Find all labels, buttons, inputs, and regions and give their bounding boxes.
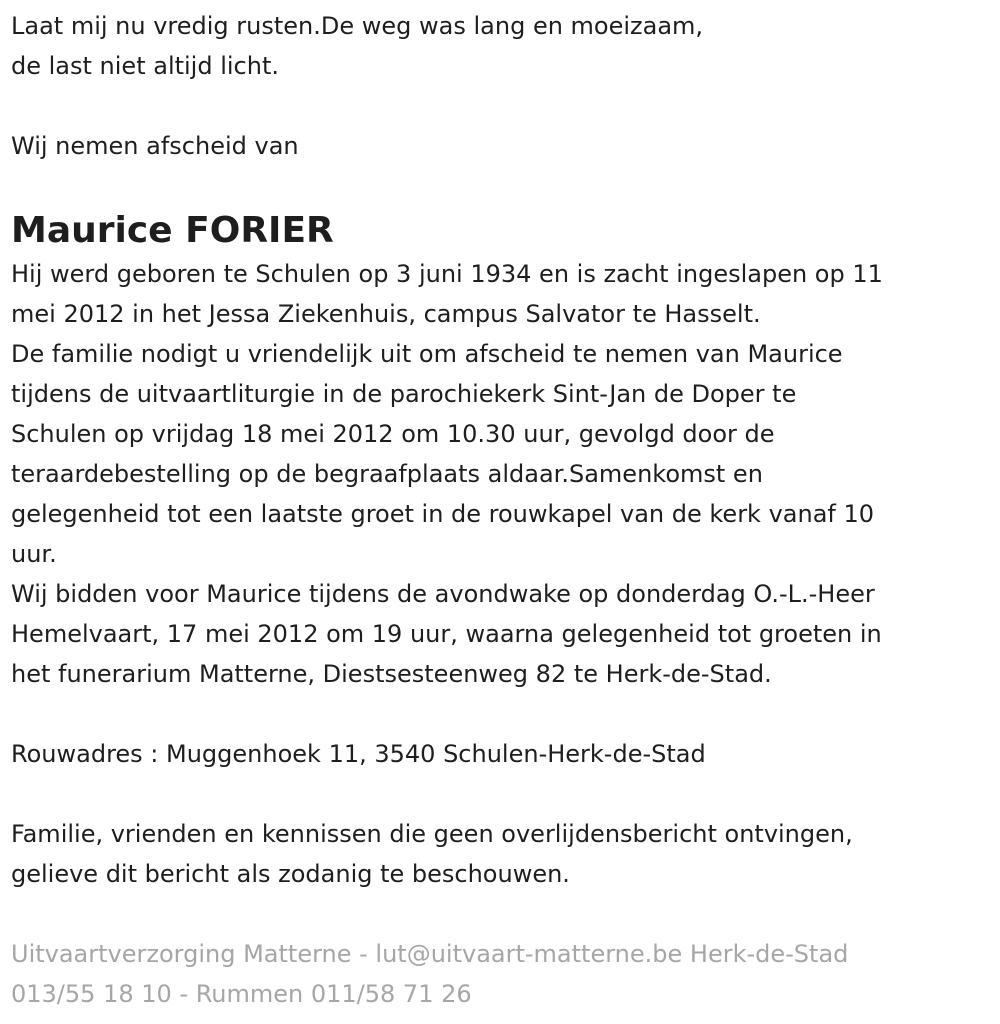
deceased-name: Maurice FORIER (11, 210, 334, 251)
obituary-body: Hij werd geboren te Schulen op 3 juni 1934 en is zacht ingeslapen op 11 mei 2012 in het Jessa Ziekenhuis, campus Salvator te Hasselt. De familie nodigt u vriendelijk uit om afscheid te nemen van Maurice tijdens de uitvaartliturgie in de parochiekerk Sint-Jan de Doper te Schulen op vrijdag 18 mei 2012 om 10.30 uur, gevolgd door de teraardebestelling op de begraafplaats aldaar.Samenkomst en gelegenheid tot een laatste groet in de rouwkapel van de kerk vanaf 10 uur. Wij bidden voor Maurice tijdens de avondwake op donderdag O.-L.-Heer Hemelvaart, 17 mei 2012 om 19 uur, waarna gelegenheid tot groeten in het funerarium Matterne, Diestsesteenweg 82 te Herk-de-Stad. (11, 260, 883, 688)
notice-text: Familie, vrienden en kennissen die geen overlijdensbericht ontvingen, gelieve dit bericht als zodanig te beschouwen. (11, 820, 853, 888)
funeral-home-footer: Uitvaartverzorging Matterne - lut@uitvaart-matterne.be Herk-de-Stad 013/55 18 10 - Rummen 011/58 71 26 (11, 940, 849, 1008)
intro-text: Wij nemen afscheid van (11, 132, 299, 160)
mourning-address: Rouwadres : Muggenhoek 11, 3540 Schulen-Herk-de-Stad (11, 740, 706, 768)
opening-verse: Laat mij nu vredig rusten.De weg was lang en moeizaam, de last niet altijd licht. (11, 12, 704, 80)
